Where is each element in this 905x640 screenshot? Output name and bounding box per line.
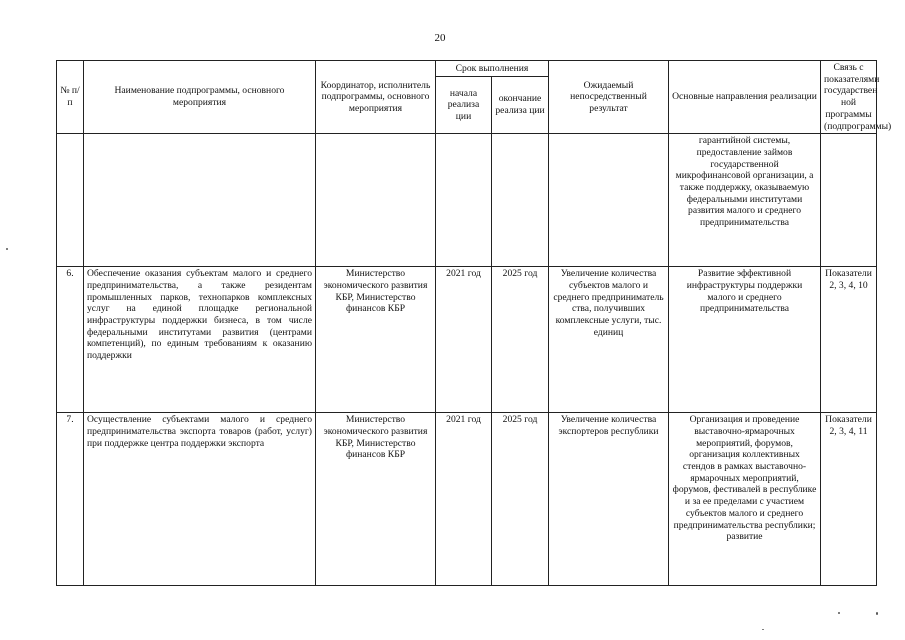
row-start: 2021 год: [436, 413, 492, 586]
header-num: № п/п: [57, 61, 84, 134]
row-coordinator: Министерство экономического развития КБР, Министерство финансов КБР: [316, 267, 436, 413]
table-row: [57, 413, 877, 586]
continuation-directions: гарантийной системы, предоставление займов государственной микрофинансовой организации, а также поддержку, оказываемую федеральными институтами развития малого и среднего предпринимательства: [669, 134, 821, 267]
row-end: 2025 год: [492, 267, 549, 413]
row-result: Увеличение количества экспортеров республики: [549, 413, 669, 586]
row-num: 6.: [57, 267, 84, 413]
header-link: Связь с показателями государствен ной программы (подпрограммы): [821, 61, 877, 134]
row-directions: Организация и проведение выставочно-ярмарочных мероприятий, форумов, организация коллективных стендов в рамках выставочно-ярмарочных мероприятий, форумов, фестивалей в республике и за ее пределами с участием субъектов малого и среднего предпринимательства республики; развитие: [669, 413, 821, 586]
header-directions: Основные направления реализации: [669, 61, 821, 134]
header-start: начала реализа ции: [436, 77, 492, 134]
scan-speck: [762, 629, 764, 630]
row-name: Обеспечение оказания субъектам малого и среднего предпринимательства, а также резидентам промышленных парков, технопарков комплексных услуг на единой площадке региональной инфраструктуры поддержки бизнеса, в том числе федеральными институтами развития (центрами компетенций), по единым требованиям к оказанию поддержки: [84, 267, 316, 413]
table-row: [57, 267, 877, 413]
row-end: 2025 год: [492, 413, 549, 586]
row-result: Увеличение количества субъектов малого и среднего предприниматель ства, получивших комплексные услуги, тыс. единиц: [549, 267, 669, 413]
scan-speck: [876, 612, 878, 615]
program-table: [56, 60, 892, 586]
row-coordinator: Министерство экономического развития КБР, Министерство финансов КБР: [316, 413, 436, 586]
header-name: Наименование подпрограммы, основного мероприятия: [84, 61, 316, 134]
header-result: Ожидаемый непосредственный результат: [549, 61, 669, 134]
table-header: [57, 61, 892, 134]
row-directions: Развитие эффективной инфраструктуры поддержки малого и среднего предпринимательства: [669, 267, 821, 413]
scan-speck: [838, 612, 840, 614]
header-term: Срок выполнения: [436, 61, 549, 77]
page-number: 20: [434, 32, 446, 44]
table-row-continuation: [57, 134, 877, 267]
header-end: окончание реализа ции: [492, 77, 549, 134]
row-name: Осуществление субъектами малого и среднего предпринимательства экспорта товаров (работ, услуг) при поддержке центра поддержки экспорта: [84, 413, 316, 586]
row-link: Показатели 2, 3, 4, 11: [821, 413, 877, 586]
scan-speck: [6, 248, 8, 250]
header-coordinator: Координатор, исполнитель подпрограммы, основного мероприятия: [316, 61, 436, 134]
row-link: Показатели 2, 3, 4, 10: [821, 267, 877, 413]
row-start: 2021 год: [436, 267, 492, 413]
row-num: 7.: [57, 413, 84, 586]
